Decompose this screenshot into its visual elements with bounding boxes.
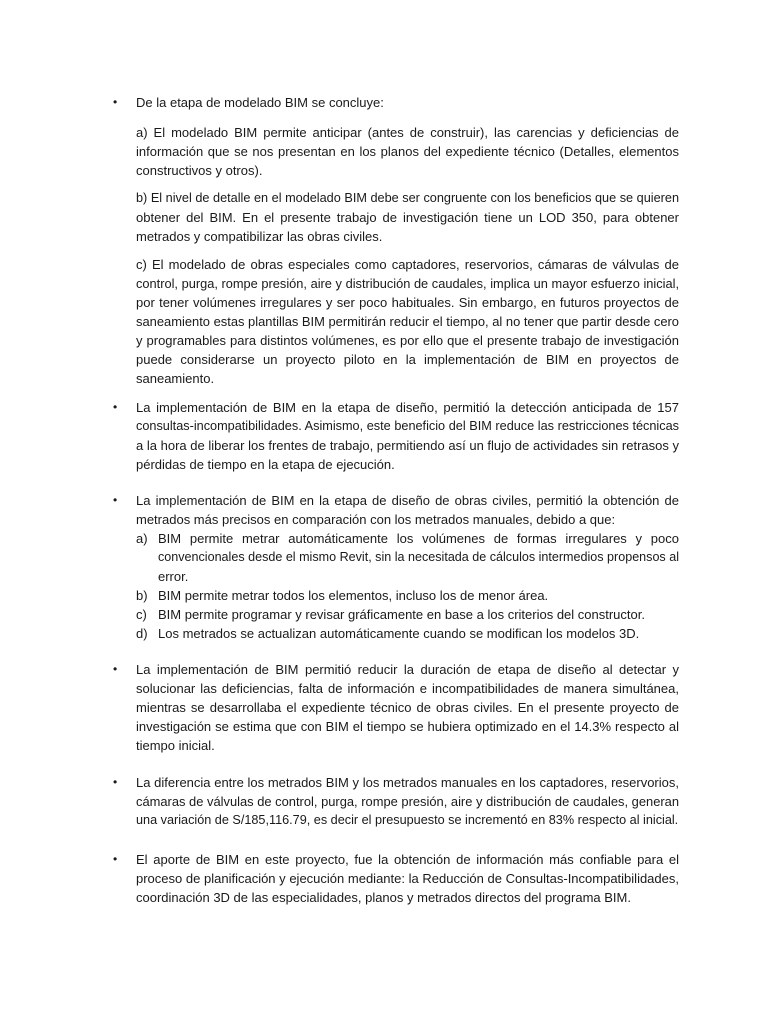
text-line: BIM permite programar y revisar gráficamente en base a los criterios del constructor. — [158, 607, 645, 622]
text-line: por tener volúmenes irregulares y ser poco habituales. Sin embargo, en futuros proyectos de — [136, 295, 679, 310]
text-line: mientras se desarrollaba el expediente técnico de obras civiles. En el presente proyecto de — [136, 700, 679, 715]
text-line: metrados y compatibilizar las obras civiles. — [136, 229, 383, 244]
bullet-icon: • — [113, 95, 118, 109]
list-marker: c) — [136, 607, 147, 622]
text-line: La implementación de BIM en la etapa de diseño, permitió la detección anticipada de 157 — [136, 400, 679, 415]
text-line: pérdidas de tiempo en la etapa de ejecución. — [136, 457, 395, 472]
text-line: convencionales desde el mismo Revit, sin la necesitada de cálculos intermedios propensos al — [158, 550, 679, 564]
text-line: puede considerarse un proyecto piloto en la implementación de BIM en proyectos de — [136, 352, 679, 367]
text-line: b) El nivel de detalle en el modelado BIM debe ser congruente con los beneficios que se quieren — [136, 191, 679, 205]
bullet-paragraph — [136, 491, 679, 529]
list-item-text — [158, 624, 679, 643]
text-line: saneamiento. — [136, 371, 215, 386]
text-line: información que se nos presentan en los planos del expediente técnico (Detalles, elementos — [136, 144, 679, 159]
text-line: Los metrados se actualizan automáticamente cuando se modifican los modelos 3D. — [158, 626, 640, 641]
text-line: La implementación de BIM permitió reducir la duración de etapa de diseño al detectar y — [136, 662, 679, 677]
text-line: BIM permite metrar todos los elementos, incluso los de menor área. — [158, 588, 549, 603]
text-line: a la hora de liberar los frentes de trabajo, permitiendo así un flujo de actividades sin retrasos y — [136, 438, 679, 453]
text-line: c) El modelado de obras especiales como captadores, reservorios, cámaras de válvulas de — [136, 257, 679, 272]
text-line: metrados más precisos en comparación con los metrados manuales, debido a que: — [136, 512, 616, 527]
text-line: y programables para distintos volúmenes, es por ello que el presente trabajo de investigación — [136, 333, 679, 348]
list-item-text — [158, 586, 679, 605]
text-line: cámaras de válvulas de control, purga, rompe presión, aire y distribución de caudales, generan — [136, 794, 679, 809]
bullet-heading — [136, 93, 679, 112]
text-line: La diferencia entre los metrados BIM y los metrados manuales en los captadores, reservorios, — [136, 775, 679, 790]
text-line: BIM permite metrar automáticamente los volúmenes de formas irregulares y poco — [158, 531, 679, 546]
bullet-icon: • — [113, 493, 118, 507]
text-line: La implementación de BIM en la etapa de diseño de obras civiles, permitió la obtención de — [136, 493, 679, 508]
bullet-icon: • — [113, 852, 118, 866]
text-line: tiempo inicial. — [136, 738, 215, 753]
text-line: consultas-incompatibilidades. Asimismo, este beneficio del BIM reduce las restricciones técnicas — [136, 419, 679, 433]
bullet-icon: • — [113, 400, 118, 414]
paragraph-b — [136, 189, 679, 246]
text-line: una variación de S/185,116.79, es decir el presupuesto se incrementó en 83% respecto al inicial. — [136, 813, 679, 827]
list-marker: b) — [136, 588, 148, 603]
bullet-paragraph — [136, 660, 679, 755]
text-line: coordinación 3D de las especialidades, planos y metrados directos del programa BIM. — [136, 890, 631, 905]
text-line: control, purga, rompe presión, aire y distribución de caudales, implica un mayor esfuerzo inicial, — [136, 276, 679, 291]
text-line: a) El modelado BIM permite anticipar (antes de construir), las carencias y deficiencias de — [136, 125, 679, 140]
bullet-paragraph — [136, 398, 679, 474]
text-line: constructivos y otros). — [136, 163, 263, 178]
list-item-text — [158, 605, 679, 624]
text-line: error. — [158, 569, 189, 584]
text-line: El aporte de BIM en este proyecto, fue la obtención de información más confiable para el — [136, 852, 679, 867]
text-line: saneamiento estas plantillas BIM permitirán reducir el tiempo, al no tener que partir desde cero — [136, 314, 679, 329]
bullet-paragraph — [136, 773, 679, 830]
bullet-icon: • — [113, 662, 118, 676]
paragraph-a — [136, 123, 679, 180]
text-line: obtener del BIM. En el presente trabajo de investigación tiene un LOD 350, para obtener — [136, 210, 679, 225]
bullet-icon: • — [113, 775, 118, 789]
list-marker: a) — [136, 531, 148, 546]
text-line: solucionar las deficiencias, falta de información e incompatibilidades de manera simultánea, — [136, 681, 679, 696]
bullet-paragraph — [136, 850, 679, 907]
list-marker: d) — [136, 626, 148, 641]
text-line: De la etapa de modelado BIM se concluye: — [136, 95, 384, 110]
text-line: investigación se estima que con BIM el tiempo se hubiera optimizado en el 14.3% respecto al — [136, 719, 679, 734]
paragraph-c — [136, 255, 679, 388]
list-item-text — [158, 529, 679, 586]
text-line: proceso de planificación y ejecución mediante: la Reducción de Consultas-Incompatibilidades, — [136, 871, 679, 886]
